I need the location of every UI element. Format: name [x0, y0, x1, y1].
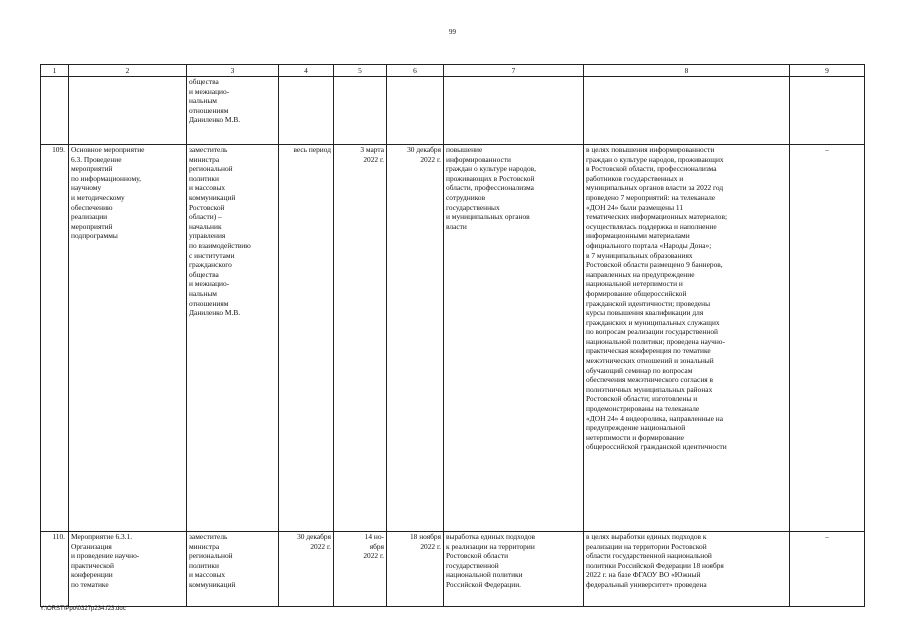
- event-name-line: 6.3. Проведение: [71, 154, 122, 164]
- actual-result-line: в целях выработки единых подходов к: [586, 532, 707, 541]
- actual-result-line: практическая конференция по тематике: [586, 346, 711, 356]
- actual-result-line: Ростовской области размещено 9 баннеров,: [586, 260, 723, 270]
- actual-result-line: Ростовской области; изготовлены и: [586, 394, 698, 404]
- column-number-row: [41, 65, 865, 77]
- table-row: [41, 145, 865, 532]
- actual-result-line: формирование общероссийской: [586, 288, 687, 298]
- actual-result-line: 2022 г. на базе ФГАОУ ВО «Южный: [586, 570, 701, 580]
- responsible-person-line: и массовых: [189, 570, 226, 580]
- responsible-person-line: региональной: [189, 551, 233, 561]
- actual-start-date-cell: [334, 145, 387, 532]
- expected-result-line: Ростовской области: [446, 551, 509, 561]
- responsible-person-line: общества: [189, 269, 219, 279]
- actual-result-line: нетерпимости и формирование: [586, 432, 684, 442]
- event-name-line: реализации: [71, 212, 108, 222]
- column-header: 6: [387, 65, 444, 77]
- actual-result-line: федеральный университет» проведена: [586, 579, 707, 589]
- column-header: 7: [444, 65, 584, 77]
- responsible-person-line: и межнацио-: [189, 279, 230, 289]
- responsible-person-line: общества: [189, 77, 219, 86]
- column-header: 2: [69, 65, 187, 77]
- event-name-line: практической: [71, 560, 114, 570]
- event-name-line: Мероприятие 6.3.1.: [71, 532, 133, 541]
- actual-result-line: продемонстрированы на телеканале: [586, 404, 700, 414]
- responsible-person-line: отношениям: [189, 298, 229, 308]
- actual-result-line: полиэтничных муниципальных районах: [586, 384, 713, 394]
- actual-result-line: обучающий семинар по вопросам: [586, 365, 693, 375]
- planned-period-cell: [279, 77, 334, 145]
- expected-result-cell: [444, 532, 584, 607]
- event-name-line: и методическому: [71, 192, 125, 202]
- responsible-person-line: гражданского: [189, 260, 232, 270]
- planned-period-line: 30 декабря: [297, 532, 331, 541]
- actual-result-line: работников государственных и: [586, 173, 684, 183]
- expected-result-line: государственной: [446, 560, 499, 570]
- expected-result-line: выработка единых подходов: [446, 532, 536, 541]
- responsible-person-line: заместитель: [189, 145, 228, 154]
- responsible-person-line: с институтами: [189, 250, 235, 260]
- actual-result-line: муниципальных органов власти за 2022 год: [586, 183, 724, 193]
- event-name-cell: [69, 145, 187, 532]
- actual-result-line: осуществлялась поддержка и наполнение: [586, 221, 717, 231]
- event-name-line: Основное мероприятие: [71, 145, 145, 154]
- actual-result-line: в Ростовской области, профессионализма: [586, 164, 717, 174]
- responsible-person-line: отношениям: [189, 105, 229, 115]
- actual-result-line: «ДОН 24» 4 видеоролика, направленные на: [586, 413, 723, 423]
- event-name-line: по информационному,: [71, 173, 141, 183]
- responsible-person-line: коммуникаций: [189, 192, 236, 202]
- actual-result-line: политики Российской Федерации 18 ноября: [586, 560, 724, 570]
- row-number-cell: 110.: [41, 532, 69, 607]
- table-row: [41, 77, 865, 145]
- responsible-person-line: министра: [189, 541, 220, 551]
- actual-result-cell: [584, 77, 790, 145]
- expected-result-line: и муниципальных органов: [446, 212, 530, 222]
- actual-result-line: направленных на предупреждение: [586, 269, 695, 279]
- event-name-line: по тематике: [71, 579, 109, 589]
- expected-result-line: проживающих в Ростовской: [446, 173, 535, 183]
- actual-result-line: межэтнических отношений и зональный: [586, 356, 714, 366]
- actual-result-line: граждан о культуре народов, проживающих: [586, 154, 724, 164]
- expected-result-cell: [444, 77, 584, 145]
- actual-result-line: реализации на территории Ростовской: [586, 541, 707, 551]
- row-number-cell: 109.: [41, 145, 69, 532]
- column-header: 5: [334, 65, 387, 77]
- page-number: 99: [449, 28, 456, 36]
- event-name-line: подпрограммы: [71, 231, 118, 241]
- expected-result-line: повышение: [446, 145, 483, 154]
- planned-period-line: весь период: [293, 145, 331, 154]
- column-header: 4: [279, 65, 334, 77]
- responsible-person-cell: [187, 77, 279, 145]
- actual-result-line: в 7 муниципальных образованиях: [586, 250, 693, 260]
- column-header: 1: [41, 65, 69, 77]
- responsible-person-line: Ростовской: [189, 202, 225, 212]
- expected-result-line: Российской Федерации.: [446, 579, 522, 589]
- row-number-cell: [41, 77, 69, 145]
- actual-start-date-cell: [334, 532, 387, 607]
- actual-result-line: национальной нетерпимости и: [586, 279, 683, 289]
- responsible-person-line: по взаимодействию: [189, 240, 251, 250]
- column-header: 3: [187, 65, 279, 77]
- planned-period-cell: [279, 145, 334, 532]
- actual-result-line: курсы повышения квалификации для: [586, 308, 704, 318]
- column-header: 8: [584, 65, 790, 77]
- responsible-person-line: и массовых: [189, 183, 226, 193]
- event-name-line: и проведение научно-: [71, 551, 140, 561]
- responsible-person-line: Даниленко М.В.: [189, 115, 241, 125]
- actual-result-line: области государственной национальной: [586, 551, 712, 561]
- responsible-person-line: области) –: [189, 212, 222, 222]
- responsible-person-line: Даниленко М.В.: [189, 308, 241, 318]
- note-cell: –: [790, 145, 865, 532]
- actual-result-line: по вопросам реализации государственной: [586, 327, 718, 337]
- actual-result-line: национальной политики; проведена научно-: [586, 336, 725, 346]
- planned-period-line: 2022 г.: [310, 541, 331, 551]
- actual-end-date-line: 2022 г.: [420, 541, 441, 551]
- actual-start-date-line: 2022 г.: [363, 551, 384, 561]
- responsible-person-line: начальник: [189, 221, 222, 231]
- expected-result-line: национальной политики: [446, 570, 523, 580]
- responsible-person-line: нальным: [189, 96, 217, 106]
- planned-period-cell: [279, 532, 334, 607]
- event-name-cell: [69, 532, 187, 607]
- responsible-person-cell: [187, 532, 279, 607]
- actual-result-line: проведено 7 мероприятий: на телеканале: [586, 192, 716, 202]
- responsible-person-cell: [187, 145, 279, 532]
- actual-result-line: обеспечения межэтнического согласия в: [586, 375, 714, 385]
- actual-end-date-line: 18 ноября: [409, 532, 441, 541]
- note-cell: –: [790, 532, 865, 607]
- actual-end-date-line: 30 декабря: [407, 145, 441, 154]
- event-name-line: обеспечению: [71, 202, 113, 212]
- event-name-line: научному: [71, 183, 102, 193]
- event-name-line: мероприятий: [71, 164, 113, 174]
- actual-start-date-line: 3 марта: [360, 145, 384, 154]
- responsible-person-line: региональной: [189, 164, 233, 174]
- expected-result-cell: [444, 145, 584, 532]
- event-name-line: конференции: [71, 570, 113, 580]
- event-name-line: Организация: [71, 541, 112, 551]
- responsible-person-line: нальным: [189, 288, 217, 298]
- actual-start-date-line: 2022 г.: [363, 154, 384, 164]
- actual-result-line: гражданских и муниципальных служащих: [586, 317, 720, 327]
- actual-start-date-cell: [334, 77, 387, 145]
- actual-start-date-line: 14 но-: [364, 532, 384, 541]
- document-file-path: Y:\ORST\Ppo\0327p234.f23.doc: [40, 606, 126, 612]
- expected-result-line: граждан о культуре народов,: [446, 164, 536, 174]
- responsible-person-line: управления: [189, 231, 226, 241]
- expected-result-line: власти: [446, 221, 467, 231]
- actual-result-line: гражданской идентичности; проведены: [586, 298, 711, 308]
- actual-result-line: в целях повышения информированности: [586, 145, 715, 154]
- expected-result-line: области, профессионализма: [446, 183, 534, 193]
- responsible-person-line: и межнацио-: [189, 86, 230, 96]
- responsible-person-line: коммуникаций: [189, 579, 236, 589]
- responsible-person-line: политики: [189, 560, 219, 570]
- expected-result-line: сотрудников: [446, 192, 486, 202]
- responsible-person-line: заместитель: [189, 532, 228, 541]
- actual-end-date-cell: [387, 532, 444, 607]
- actual-end-date-line: 2022 г.: [420, 154, 441, 164]
- responsible-person-line: политики: [189, 173, 219, 183]
- actual-result-line: официального портала «Народы Дона»;: [586, 240, 712, 250]
- actual-result-cell: [584, 532, 790, 607]
- actual-result-line: тематических информационных материалов;: [586, 212, 728, 222]
- table-row: [41, 532, 865, 607]
- note-cell: [790, 77, 865, 145]
- actual-result-line: «ДОН 24» были размещены 11: [586, 202, 684, 212]
- actual-result-line: общероссийской гражданской идентичности: [586, 442, 727, 452]
- actual-result-cell: [584, 145, 790, 532]
- actual-start-date-line: ября: [369, 541, 384, 551]
- report-table: [40, 64, 865, 607]
- actual-end-date-cell: [387, 145, 444, 532]
- event-name-line: мероприятий: [71, 221, 113, 231]
- expected-result-line: информированности: [446, 154, 511, 164]
- actual-end-date-cell: [387, 77, 444, 145]
- responsible-person-line: министра: [189, 154, 220, 164]
- column-header: 9: [790, 65, 865, 77]
- expected-result-line: государственных: [446, 202, 500, 212]
- event-name-cell: [69, 77, 187, 145]
- actual-result-line: предупреждение национальной: [586, 423, 686, 433]
- actual-result-line: информационными материалами: [586, 231, 690, 241]
- expected-result-line: к реализации на территории: [446, 541, 535, 551]
